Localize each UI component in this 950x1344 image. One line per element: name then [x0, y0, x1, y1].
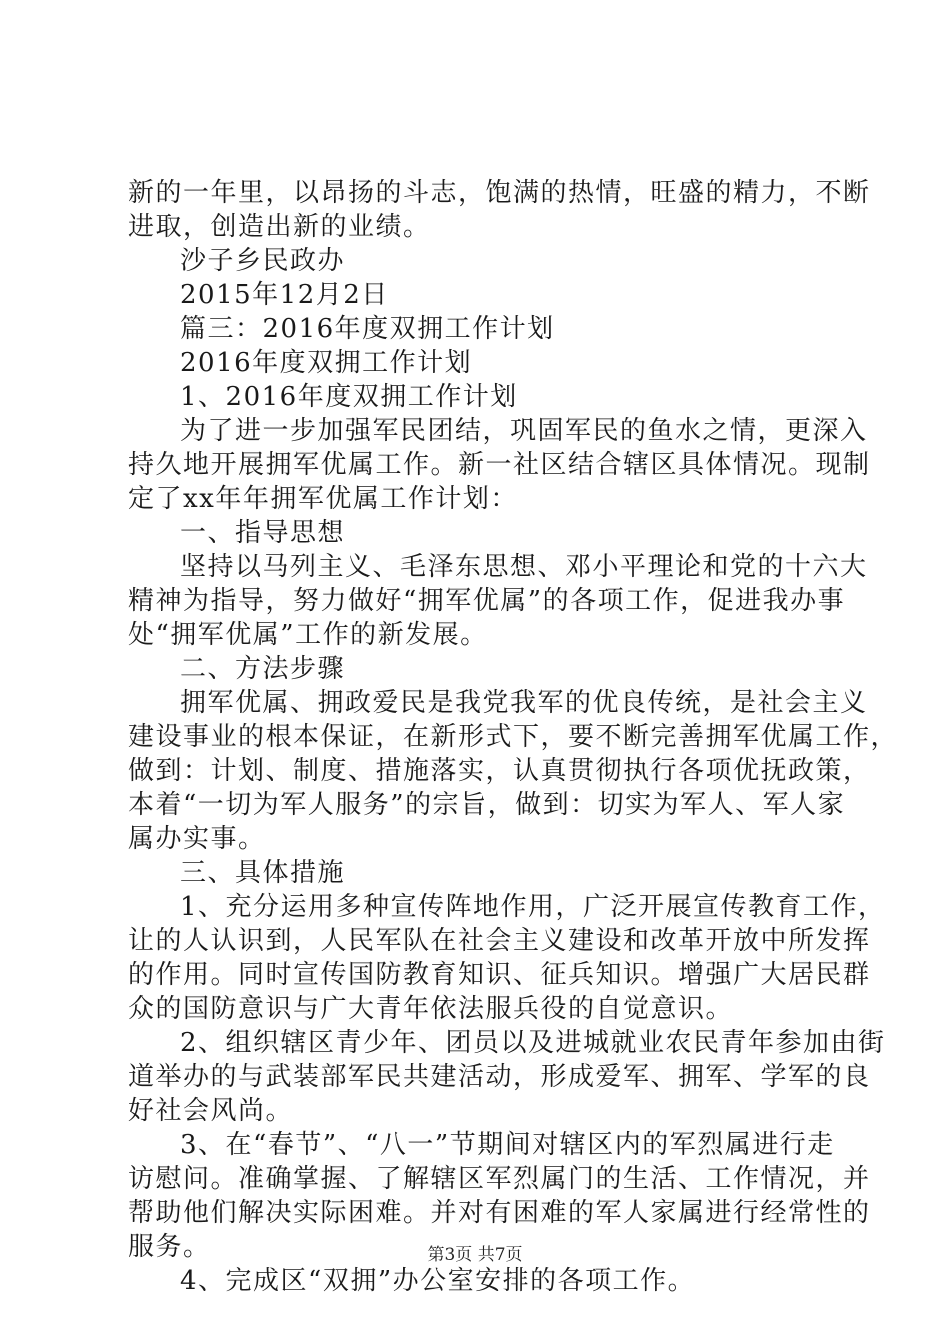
text-line: 三、具体措施 — [180, 858, 346, 888]
text-line: 一、指导思想 — [180, 518, 346, 548]
text-line: 定了xx年年拥军优属工作计划： — [128, 484, 518, 514]
text-line: 拥军优属、拥政爱民是我党我军的优良传统，是社会主义 — [180, 688, 868, 718]
page-footer: 第3页 共7页 — [427, 1245, 523, 1265]
text-line: 的作用。同时宣传国防教育知识、征兵知识。增强广大居民群 — [128, 960, 871, 990]
text-line: 道举办的与武装部军民共建活动，形成爱军、拥军、学军的良 — [128, 1062, 871, 1092]
text-line: 做到：计划、制度、措施落实，认真贯彻执行各项优抚政策， — [128, 756, 871, 786]
text-line: 3、在“春节”、“八一”节期间对辖区内的军烈属进行走 — [180, 1130, 835, 1160]
text-line: 进取，创造出新的业绩。 — [128, 212, 431, 242]
text-line: 精神为指导，努力做好“拥军优属”的各项工作，促进我办事 — [128, 586, 846, 616]
text-line: 篇三：2016年度双拥工作计划 — [180, 314, 555, 344]
text-line: 新的一年里，以昂扬的斗志，饱满的热情，旺盛的精力，不断 — [128, 178, 871, 208]
document-body — [128, 176, 899, 1298]
text-line: 1、充分运用多种宣传阵地作用，广泛开展宣传教育工作， — [180, 892, 886, 922]
text-line: 服务。 — [128, 1232, 211, 1262]
text-line: 让的人认识到，人民军队在社会主义建设和改革开放中所发挥 — [128, 926, 871, 956]
text-line: 坚持以马列主义、毛泽东思想、邓小平理论和党的十六大 — [180, 552, 868, 582]
text-line: 二、方法步骤 — [180, 654, 346, 684]
text-line: 1、2016年度双拥工作计划 — [180, 382, 518, 412]
text-line: 众的国防意识与广大青年依法服兵役的自觉意识。 — [128, 994, 734, 1024]
text-line: 沙子乡民政办 — [180, 246, 346, 276]
text-line: 持久地开展拥军优属工作。新一社区结合辖区具体情况。现制 — [128, 450, 871, 480]
text-line: 2015年12月2日 — [180, 280, 389, 310]
text-line: 处“拥军优属”工作的新发展。 — [128, 620, 488, 650]
text-line: 帮助他们解决实际困难。并对有困难的军人家属进行经常性的 — [128, 1198, 871, 1228]
text-line: 4、完成区“双拥”办公室安排的各项工作。 — [180, 1266, 696, 1296]
text-line: 好社会风尚。 — [128, 1096, 294, 1126]
text-line: 2016年度双拥工作计划 — [180, 348, 473, 378]
text-line: 2、组织辖区青少年、团员以及进城就业农民青年参加由街 — [180, 1028, 886, 1058]
text-line: 建设事业的根本保证，在新形式下，要不断完善拥军优属工作， — [128, 722, 899, 752]
text-line: 访慰问。准确掌握、了解辖区军烈属门的生活、工作情况，并 — [128, 1164, 871, 1194]
text-line: 属办实事。 — [128, 824, 266, 854]
text-line: 为了进一步加强军民团结，巩固军民的鱼水之情，更深入 — [180, 416, 868, 446]
text-line: 本着“一切为军人服务”的宗旨，做到：切实为军人、军人家 — [128, 790, 846, 820]
